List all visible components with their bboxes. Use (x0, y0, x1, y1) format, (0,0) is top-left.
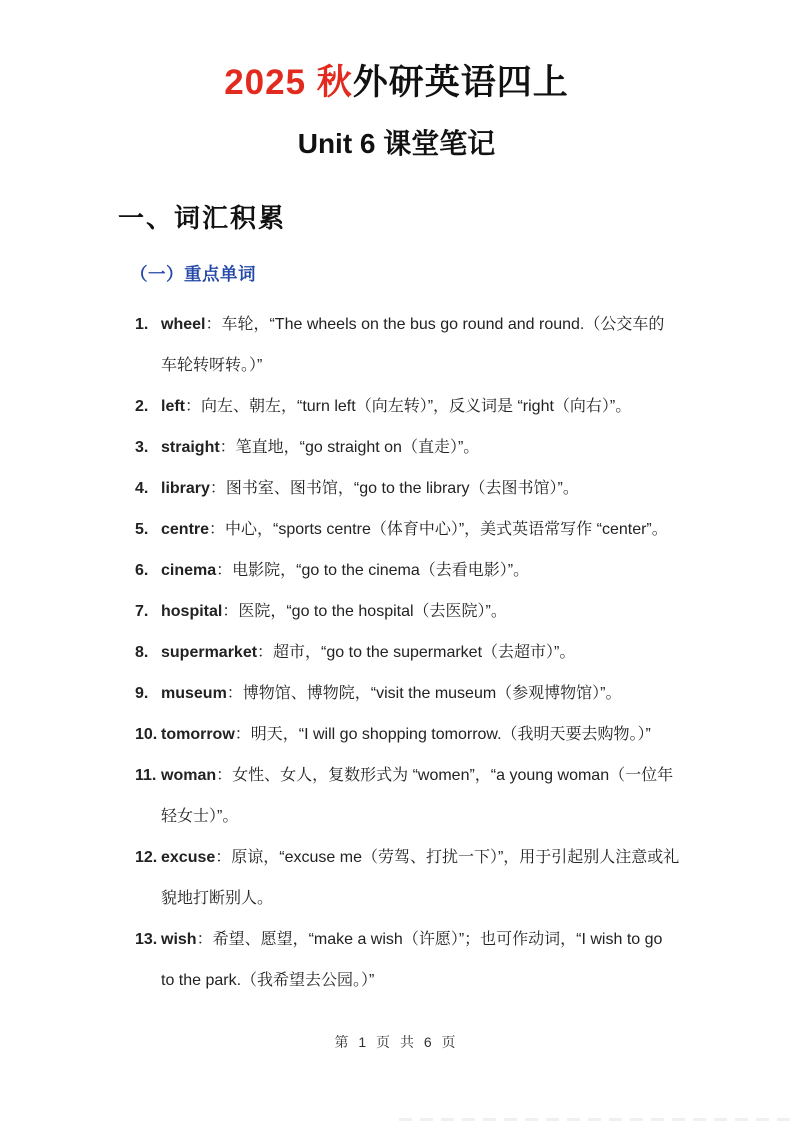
vocab-item-number: 3. (135, 439, 149, 456)
vocab-item-text: ：中心，“sports centre（体育中心）”，美式英语常写作 “center”。 (209, 521, 668, 538)
vocab-item-wheel (135, 304, 680, 386)
vocab-item-excuse (135, 837, 680, 919)
vocab-item-wish (135, 919, 680, 1001)
vocab-item-text: ：超市，“go to the supermarket（去超市）”。 (257, 644, 576, 661)
vocab-item-hospital (135, 591, 680, 632)
unit-subtitle: Unit 6 课堂笔记 (297, 128, 496, 159)
vocab-item-number: 7. (135, 603, 149, 620)
vocab-list (135, 304, 680, 1001)
vocab-item-word: library (161, 480, 210, 497)
page-title-rest: 外研英语四上 (352, 63, 569, 102)
vocab-item-number: 12. (135, 849, 158, 866)
vocab-item-word: left (161, 398, 185, 415)
vocab-item-word: straight (161, 439, 220, 456)
vocab-item-number: 6. (135, 562, 149, 579)
vocab-item-word: wish (161, 931, 197, 948)
vocab-item-number: 11. (135, 767, 157, 784)
vocab-item-number: 9. (135, 685, 149, 702)
vocab-item-word: museum (161, 685, 227, 702)
vocab-item-straight (135, 427, 680, 468)
vocab-item-tomorrow (135, 714, 680, 755)
vocab-item-text: ：向左、朝左，“turn left（向左转）”，反义词是 “right（向右）”。 (185, 398, 632, 415)
vocab-item-number: 5. (135, 521, 149, 538)
vocab-item-text: ：图书室、图书馆，“go to the library（去图书馆）”。 (209, 480, 579, 497)
vocab-item-text: ：笔直地，“go straight on（直走）”。 (219, 439, 480, 456)
vocab-item-text: ：原谅，“excuse me（劳驾、打扰一下）”，用于引起别人注意或礼貌地打断别人。 (161, 849, 680, 907)
page-number-footer: 第 1 页 共 6 页 (334, 1034, 459, 1050)
subsection-heading-key-words: （一）重点单词 (130, 264, 256, 284)
vocab-item-cinema (135, 550, 680, 591)
vocab-item-number: 4. (135, 480, 149, 497)
vocab-item-text: ：电影院，“go to the cinema（去看电影）”。 (216, 562, 530, 579)
vocab-item-museum (135, 673, 680, 714)
vocab-item-woman (135, 755, 680, 837)
vocab-item-word: tomorrow (161, 726, 235, 743)
vocab-item-word: centre (161, 521, 210, 538)
vocab-item-word: supermarket (161, 644, 258, 661)
vocab-item-text: ：医院，“go to the hospital（去医院）”。 (222, 603, 507, 620)
vocab-item-text: ：明天，“I will go shopping tomorrow.（我明天要去购物。）” (234, 726, 651, 743)
vocab-item-number: 1. (135, 316, 149, 333)
page-title-highlight: 2025 秋 (224, 63, 353, 102)
vocab-item-text: ：女性、女人，复数形式为 “women”，“a young woman（一位年轻女士）”。 (161, 767, 674, 825)
vocab-item-word: hospital (161, 603, 223, 620)
section-heading-vocabulary: 一、词汇积累 (118, 203, 287, 233)
vocab-item-supermarket (135, 632, 680, 673)
vocab-item-library (135, 468, 680, 509)
vocab-item-word: cinema (161, 562, 217, 579)
vocab-item-word: woman (161, 767, 217, 784)
vocab-item-number: 10. (135, 726, 158, 743)
vocab-item-text: ：车轮，“The wheels on the bus go round and round.（公交车的车轮转呀转。）” (161, 316, 665, 374)
vocab-item-text: ：博物馆、博物院，“visit the museum（参观博物馆）”。 (226, 685, 622, 702)
vocab-item-number: 8. (135, 644, 149, 661)
vocab-item-text: ：希望、愿望，“make a wish（许愿）”；也可作动词，“I wish to go to the park.（我希望去公园。）” (161, 931, 663, 989)
vocab-item-number: 2. (135, 398, 149, 415)
vocab-item-number: 13. (135, 931, 158, 948)
vocab-item-left (135, 386, 680, 427)
page-title (0, 0, 793, 106)
vocab-item-word: wheel (161, 316, 206, 333)
vocab-item-word: excuse (161, 849, 216, 866)
vocab-item-centre (135, 509, 680, 550)
